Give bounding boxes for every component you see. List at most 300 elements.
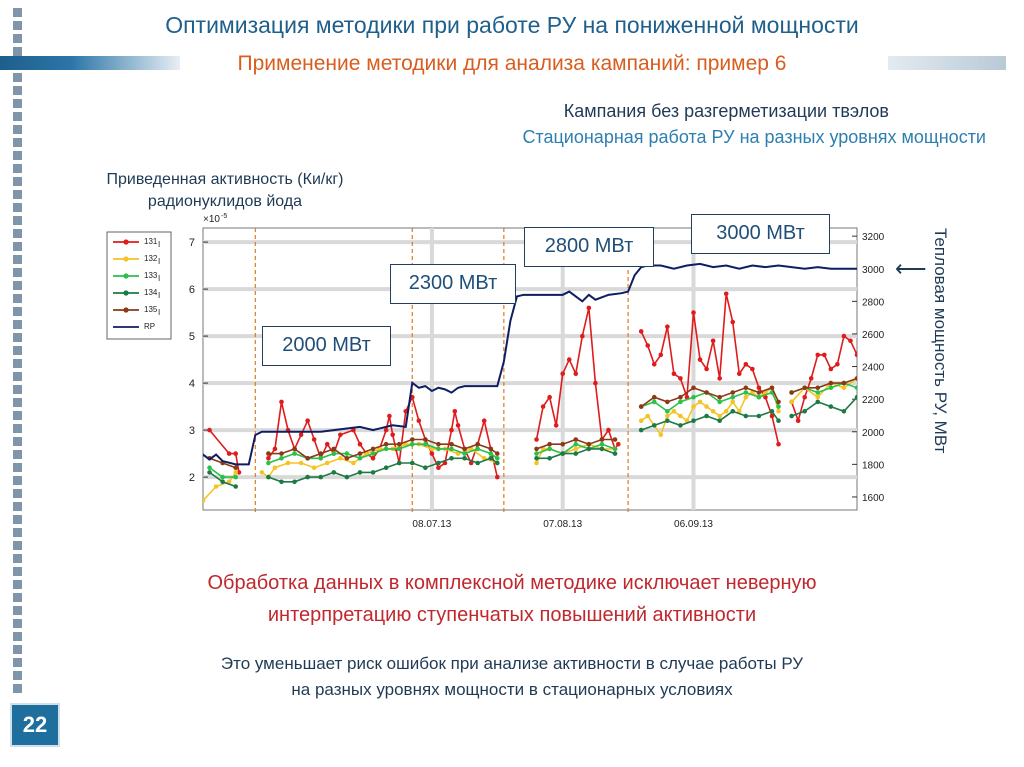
data-point-I135	[266, 451, 271, 456]
data-point-I131	[900, 353, 905, 358]
power-label-2300: 2300 МВт	[390, 264, 516, 304]
data-point-I131	[279, 400, 284, 405]
data-point-I132	[214, 484, 219, 489]
data-point-I132	[645, 414, 650, 419]
data-point-I135	[449, 442, 454, 447]
data-point-I133	[345, 451, 350, 456]
data-point-I134	[220, 480, 225, 485]
data-point-I131	[907, 353, 912, 358]
data-point-I133	[462, 451, 467, 456]
data-point-I133	[907, 376, 912, 381]
data-point-I135	[776, 400, 781, 405]
data-point-I132	[986, 371, 991, 376]
data-point-I132	[999, 371, 1004, 376]
legend-sub-I134: I	[158, 291, 161, 300]
data-point-I131	[809, 376, 814, 381]
data-point-I131	[456, 423, 461, 428]
data-point-I133	[678, 400, 683, 405]
page-number: 22	[10, 703, 60, 747]
data-point-I131	[541, 404, 546, 409]
data-point-I134	[397, 461, 402, 466]
power-label-3000: 3000 МВт	[691, 214, 830, 254]
data-point-I131	[665, 324, 670, 329]
data-point-I134	[534, 456, 539, 461]
data-point-I132	[338, 456, 343, 461]
data-point-I132	[920, 381, 925, 386]
data-point-I133	[397, 447, 402, 452]
y2-tick-label: 3200	[862, 232, 885, 244]
data-point-I134	[842, 409, 847, 414]
y-tick-label: 2	[188, 472, 195, 485]
data-point-I133	[776, 404, 781, 409]
data-point-I131	[659, 353, 664, 358]
data-point-I135	[907, 376, 912, 381]
data-point-I133	[207, 465, 212, 470]
data-point-I134	[770, 409, 775, 414]
data-point-I133	[573, 442, 578, 447]
data-point-I135	[730, 390, 735, 395]
data-point-I132	[894, 376, 899, 381]
data-point-I135	[573, 437, 578, 442]
data-point-I134	[744, 414, 749, 419]
data-point-I135	[744, 386, 749, 391]
data-point-I133	[449, 447, 454, 452]
data-point-I135	[717, 395, 722, 400]
data-point-I132	[907, 386, 912, 391]
data-point-I135	[305, 456, 310, 461]
data-point-I131	[233, 451, 238, 456]
data-point-I135	[855, 376, 860, 381]
y2-tick-label: 1800	[862, 460, 885, 472]
power-label-2000: 2000 МВт	[262, 326, 391, 366]
data-point-I133	[332, 451, 337, 456]
y-tick-label: 3	[188, 425, 195, 438]
data-point-I135	[345, 456, 350, 461]
data-point-I132	[665, 414, 670, 419]
data-point-I135	[881, 376, 886, 381]
data-point-I131	[358, 442, 363, 447]
data-point-I131	[436, 465, 441, 470]
data-point-I134	[881, 414, 886, 419]
data-point-I131	[338, 433, 343, 438]
data-point-I133	[829, 386, 834, 391]
data-point-I131	[914, 324, 919, 329]
data-point-I135	[410, 437, 415, 442]
data-point-I134	[802, 409, 807, 414]
data-point-I134	[920, 404, 925, 409]
data-point-I134	[717, 418, 722, 423]
data-point-I135	[894, 381, 899, 386]
data-point-I134	[959, 390, 964, 395]
right-axis-label: Тепловая мощность РУ, МВт	[931, 228, 950, 454]
data-point-I134	[652, 423, 657, 428]
data-point-I135	[397, 442, 402, 447]
data-point-I135	[436, 442, 441, 447]
legend-label-I134: 134	[144, 288, 158, 297]
data-point-I134	[332, 470, 337, 475]
data-point-I135	[534, 447, 539, 452]
note-line2: на разных уровнях мощности в стационарных условиях	[291, 680, 733, 699]
y2-tick-label: 2400	[862, 362, 885, 374]
data-point-I134	[587, 447, 592, 452]
data-point-I133	[292, 451, 297, 456]
data-point-I133	[384, 447, 389, 452]
data-point-I134	[986, 409, 991, 414]
data-point-I133	[665, 409, 670, 414]
legend-marker-I135	[123, 307, 128, 312]
data-point-I131	[384, 428, 389, 433]
data-point-I132	[678, 414, 683, 419]
data-point-I131	[750, 367, 755, 372]
legend-marker-I132	[123, 256, 128, 261]
legend-sub-I132: I	[158, 257, 161, 266]
legend-sub-I131: I	[158, 240, 161, 249]
data-point-I131	[672, 371, 677, 376]
y-tick-label: 4	[188, 378, 195, 391]
data-point-I131	[704, 367, 709, 372]
data-point-I131	[861, 310, 866, 315]
data-point-I131	[691, 310, 696, 315]
data-point-I131	[387, 414, 392, 419]
data-point-I135	[789, 390, 794, 395]
data-point-I132	[325, 461, 330, 466]
power-label-2800: 2800 МВт	[524, 227, 654, 267]
y-tick-label: 6	[188, 284, 195, 297]
data-point-I135	[547, 442, 552, 447]
data-point-I132	[724, 409, 729, 414]
data-point-I134	[462, 456, 467, 461]
data-point-I131	[724, 292, 729, 297]
data-point-I132	[351, 461, 356, 466]
data-point-I133	[959, 376, 964, 381]
data-point-I135	[678, 395, 683, 400]
data-point-I134	[292, 480, 297, 485]
data-point-I131	[567, 357, 572, 362]
data-point-I133	[600, 442, 605, 447]
data-point-I131	[639, 329, 644, 334]
data-point-I132	[1012, 381, 1017, 386]
data-point-I133	[318, 456, 323, 461]
data-point-I132	[972, 367, 977, 372]
data-point-I132	[698, 400, 703, 405]
data-point-I133	[495, 456, 500, 461]
data-point-I132	[659, 433, 664, 438]
data-point-I133	[999, 376, 1004, 381]
data-point-I131	[959, 362, 964, 367]
data-point-I133	[547, 447, 552, 452]
data-point-I131	[829, 367, 834, 372]
legend-label-I133: 133	[144, 271, 158, 280]
data-point-I133	[691, 395, 696, 400]
data-point-I134	[475, 461, 480, 466]
data-point-I131	[835, 362, 840, 367]
data-point-I131	[312, 437, 317, 442]
data-point-I134	[436, 461, 441, 466]
data-point-I131	[482, 418, 487, 423]
data-point-I135	[815, 386, 820, 391]
slide-subtitle: Применение методики для анализа кампаний: пример 6	[237, 52, 787, 75]
data-point-I133	[868, 381, 873, 386]
data-point-I131	[953, 362, 958, 367]
data-point-I134	[233, 484, 238, 489]
data-point-I131	[430, 451, 435, 456]
data-point-I135	[495, 451, 500, 456]
data-point-I133	[744, 390, 749, 395]
data-point-I131	[606, 428, 611, 433]
data-point-I134	[815, 400, 820, 405]
y2-tick-label: 2600	[862, 329, 885, 341]
data-point-I134	[972, 400, 977, 405]
data-point-I134	[613, 451, 618, 456]
legend-label-I131: 131	[144, 237, 158, 246]
data-point-I134	[573, 451, 578, 456]
data-point-I131	[573, 371, 578, 376]
data-point-I131	[325, 442, 330, 447]
data-point-I134	[907, 390, 912, 395]
data-point-I134	[730, 409, 735, 414]
data-point-I135	[358, 451, 363, 456]
data-point-I134	[789, 414, 794, 419]
data-point-I133	[358, 456, 363, 461]
data-point-I132	[672, 409, 677, 414]
y-axis-label-line1: Приведенная активность (Ки/кг)	[106, 171, 344, 188]
legend-label-I135: 135	[144, 305, 158, 314]
data-point-I131	[757, 386, 762, 391]
conclusion-line2: интерпретацию ступенчатых повышений активности	[267, 604, 757, 626]
data-point-I132	[717, 414, 722, 419]
data-point-I134	[318, 475, 323, 480]
data-point-I134	[423, 465, 428, 470]
data-point-I131	[737, 371, 742, 376]
data-point-I133	[220, 475, 225, 480]
data-point-I132	[260, 470, 265, 475]
data-point-I135	[704, 390, 709, 395]
data-point-I133	[436, 447, 441, 452]
data-point-I131	[842, 334, 847, 339]
data-point-I131	[417, 418, 422, 423]
data-point-I135	[462, 447, 467, 452]
data-point-I132	[744, 395, 749, 400]
y-tick-label: 7	[188, 237, 195, 250]
data-point-I131	[266, 456, 271, 461]
data-point-I135	[972, 381, 977, 386]
data-point-I132	[815, 395, 820, 400]
data-point-I133	[371, 451, 376, 456]
data-point-I132	[312, 465, 317, 470]
data-point-I132	[573, 447, 578, 452]
data-point-I134	[757, 414, 762, 419]
data-point-I135	[587, 442, 592, 447]
data-point-I135	[488, 447, 493, 452]
data-point-I132	[534, 461, 539, 466]
data-point-I131	[979, 315, 984, 320]
data-point-I134	[855, 395, 860, 400]
data-point-I131	[1005, 381, 1010, 386]
data-point-I131	[371, 456, 376, 461]
data-point-I131	[495, 475, 500, 480]
data-point-I135	[1012, 390, 1017, 395]
data-point-I131	[580, 334, 585, 339]
data-point-I131	[920, 334, 925, 339]
data-point-I134	[345, 475, 350, 480]
data-point-I134	[547, 456, 552, 461]
data-point-I134	[894, 400, 899, 405]
data-point-I134	[678, 423, 683, 428]
data-point-I132	[789, 400, 794, 405]
data-point-I133	[652, 400, 657, 405]
data-point-I135	[802, 386, 807, 391]
data-point-I133	[972, 376, 977, 381]
data-point-I133	[475, 447, 480, 452]
data-point-I133	[1012, 390, 1017, 395]
data-point-I131	[534, 437, 539, 442]
data-point-I133	[815, 390, 820, 395]
data-point-I134	[665, 418, 670, 423]
data-point-I135	[279, 451, 284, 456]
data-point-I131	[992, 348, 997, 353]
campaign-subtitle: Стационарная работа РУ на разных уровнях мощности	[522, 127, 986, 147]
data-point-I133	[920, 381, 925, 386]
data-point-I132	[286, 461, 291, 466]
data-point-I131	[593, 381, 598, 386]
data-point-I134	[207, 470, 212, 475]
data-point-I132	[776, 409, 781, 414]
data-point-I135	[600, 437, 605, 442]
y-multiplier: ×10	[203, 214, 220, 225]
data-point-I135	[829, 381, 834, 386]
y2-tick-label: 3000	[862, 264, 885, 276]
data-point-I131	[390, 433, 395, 438]
data-point-I135	[691, 386, 696, 391]
data-point-I132	[299, 461, 304, 466]
data-point-I132	[273, 465, 278, 470]
legend-sub-I133: I	[158, 274, 161, 283]
data-point-I135	[652, 395, 657, 400]
data-point-I133	[855, 386, 860, 391]
y-multiplier-exponent: -5	[221, 213, 228, 220]
data-point-I131	[966, 357, 971, 362]
data-point-I134	[488, 456, 493, 461]
data-point-I132	[704, 404, 709, 409]
y2-tick-label: 1600	[862, 492, 885, 504]
x-tick-label: 08.07.13	[412, 519, 452, 530]
data-point-I135	[920, 376, 925, 381]
data-point-I134	[560, 451, 565, 456]
data-point-I131	[547, 395, 552, 400]
data-point-I132	[639, 418, 644, 423]
data-point-I134	[279, 480, 284, 485]
legend-marker-I134	[123, 290, 128, 295]
data-point-I131	[305, 418, 310, 423]
data-point-I133	[410, 442, 415, 447]
data-point-I131	[587, 306, 592, 311]
data-point-I131	[874, 320, 879, 325]
data-point-I134	[1012, 395, 1017, 400]
data-point-I133	[986, 381, 991, 386]
data-point-I134	[999, 395, 1004, 400]
data-point-I135	[986, 376, 991, 381]
conclusion-line1: Обработка данных в комплексной методике исключает неверную	[207, 572, 817, 594]
data-point-I131	[999, 371, 1004, 376]
data-point-I133	[266, 461, 271, 466]
data-point-I131	[560, 371, 565, 376]
data-point-I131	[730, 320, 735, 325]
data-point-I133	[717, 400, 722, 405]
data-point-I133	[534, 451, 539, 456]
x-tick-label: 06.09.13	[674, 519, 713, 530]
data-point-I135	[757, 390, 762, 395]
data-point-I131	[452, 409, 457, 414]
data-point-I135	[332, 447, 337, 452]
data-point-I135	[318, 451, 323, 456]
legend-marker-I133	[123, 273, 128, 278]
data-point-I132	[711, 409, 716, 414]
data-point-I135	[371, 447, 376, 452]
data-point-I135	[560, 442, 565, 447]
slide-title: Оптимизация методики при работе РУ на пониженной мощности	[165, 12, 859, 38]
data-point-I131	[1012, 386, 1017, 391]
legend-box	[107, 232, 171, 339]
data-point-I134	[266, 475, 271, 480]
data-point-I132	[959, 376, 964, 381]
y-tick-label: 5	[188, 331, 195, 344]
data-point-I135	[665, 400, 670, 405]
data-point-I131	[972, 339, 977, 344]
y2-tick-label: 2800	[862, 297, 885, 309]
data-point-I133	[894, 381, 899, 386]
data-point-I131	[796, 418, 801, 423]
data-point-I131	[815, 353, 820, 358]
data-point-I131	[986, 343, 991, 348]
data-point-I134	[704, 414, 709, 419]
data-point-I132	[730, 400, 735, 405]
data-point-I133	[423, 442, 428, 447]
data-point-I131	[881, 343, 886, 348]
data-point-I135	[384, 442, 389, 447]
data-point-I135	[868, 381, 873, 386]
data-point-I131	[227, 451, 232, 456]
data-point-I133	[881, 376, 886, 381]
data-point-I134	[829, 404, 834, 409]
data-point-I134	[495, 461, 500, 466]
data-point-I134	[358, 470, 363, 475]
x-tick-label: 07.08.13	[543, 519, 583, 530]
data-point-I131	[678, 376, 683, 381]
legend-marker-I131	[123, 239, 128, 244]
data-point-I131	[449, 428, 454, 433]
data-point-I134	[410, 461, 415, 466]
data-point-I131	[299, 433, 304, 438]
data-point-I132	[691, 404, 696, 409]
data-point-I133	[757, 395, 762, 400]
data-point-I131	[776, 442, 781, 447]
data-point-I131	[717, 376, 722, 381]
legend-sub-I135: I	[158, 308, 161, 317]
data-point-I135	[292, 447, 297, 452]
data-point-I135	[959, 371, 964, 376]
data-point-I134	[305, 475, 310, 480]
data-point-I131	[711, 339, 716, 344]
data-point-I135	[639, 404, 644, 409]
data-point-I131	[822, 353, 827, 358]
data-point-I134	[639, 428, 644, 433]
data-point-I132	[868, 386, 873, 391]
data-point-I131	[698, 357, 703, 362]
data-point-I133	[279, 456, 284, 461]
data-point-I132	[842, 386, 847, 391]
data-point-I131	[616, 442, 621, 447]
y2-tick-label: 2000	[862, 427, 885, 439]
